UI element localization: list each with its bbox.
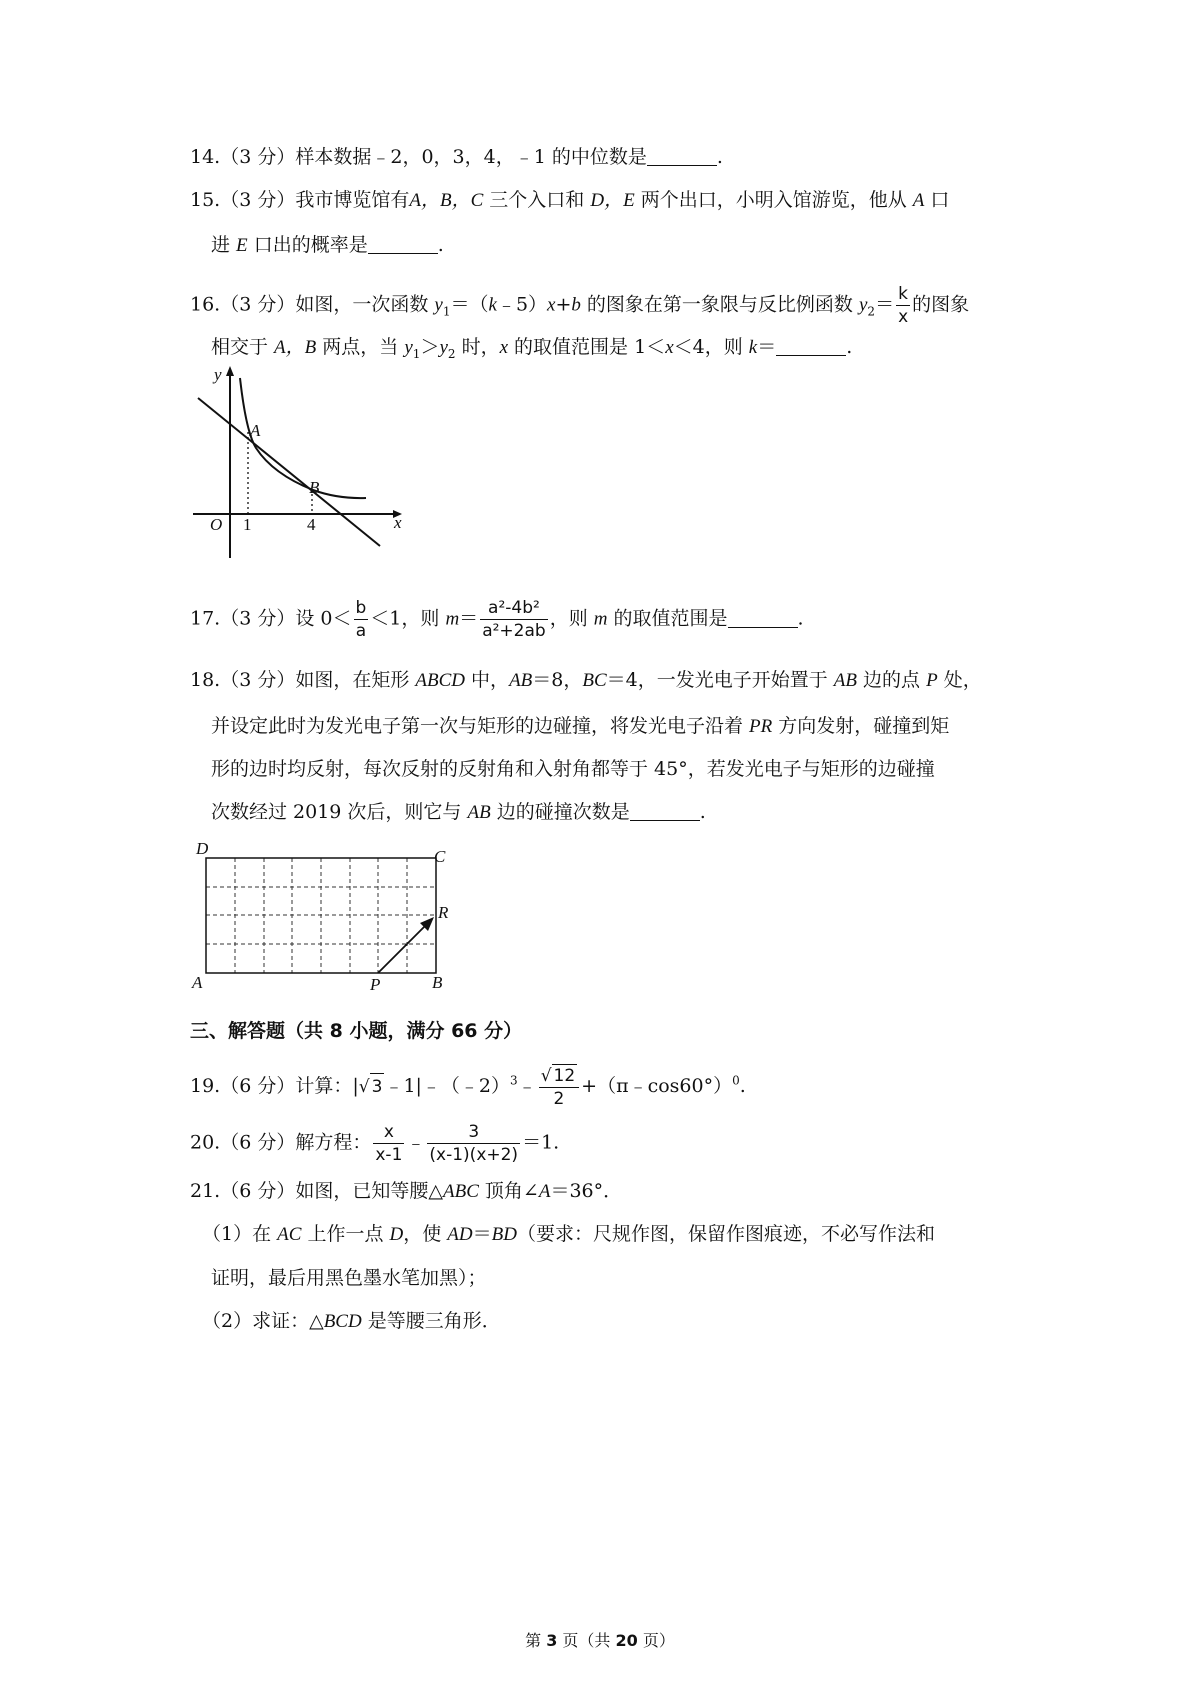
question-21-part1	[202, 1221, 1042, 1248]
text: 解方程：	[295, 1131, 372, 1154]
fraction-3	[427, 1121, 520, 1166]
numerator: x	[373, 1121, 404, 1144]
text: ＜1，则	[370, 607, 446, 630]
var: E	[236, 235, 248, 256]
radicand: 12	[553, 1066, 576, 1086]
text: ，使	[403, 1223, 448, 1245]
question-20	[190, 1121, 1030, 1166]
text: 页（共	[557, 1631, 616, 1650]
question-number: 21.（6 分）	[190, 1180, 296, 1202]
text: 的图象在第一象限与反比例函数	[580, 293, 859, 316]
var: ABC	[442, 1181, 479, 1202]
dashed-grid	[206, 858, 436, 973]
text: 并设定此时为发光电子第一次与矩形的边碰撞，将发光电子沿着	[211, 715, 750, 737]
var: ABCD	[415, 670, 466, 691]
question-number: 17.（3 分）	[190, 607, 296, 630]
var: y	[439, 337, 448, 358]
fraction-x-over-x-1	[373, 1121, 404, 1166]
denominator: (x-1)(x+2)	[429, 1145, 519, 1165]
var: BC	[582, 670, 607, 691]
label-d: D	[196, 839, 209, 858]
label-b: B	[432, 973, 443, 992]
var: P	[926, 670, 938, 691]
period: .	[797, 607, 804, 630]
text: 处，	[937, 669, 982, 691]
var: PR	[749, 716, 773, 737]
text: 上作一点	[301, 1223, 390, 1245]
answer-blank	[776, 337, 846, 356]
text: 边的点	[857, 669, 927, 691]
var: D	[389, 1224, 404, 1245]
text: ﹣1|﹣（﹣2）	[384, 1075, 511, 1097]
text: 如图，已知等腰△	[295, 1180, 443, 1202]
numerator: b	[355, 598, 367, 618]
text: +	[555, 293, 572, 316]
text: 时，	[455, 336, 500, 358]
label-point-b: B	[309, 478, 320, 497]
text: 两个出口，小明入馆游览，他从	[634, 189, 913, 211]
label-x: x	[394, 513, 402, 532]
answer-blank	[647, 147, 717, 166]
question-17	[190, 597, 1030, 642]
question-16	[190, 283, 1030, 328]
text: 口	[924, 189, 950, 211]
question-21-part1-line2: 证明，最后用黑色墨水笔加黑）；	[211, 1267, 487, 1289]
page-footer	[0, 1628, 1200, 1651]
answer-blank	[728, 609, 798, 628]
var: A，B，C	[409, 190, 484, 211]
text: 边的碰撞次数是	[490, 801, 630, 823]
text: 中，	[465, 669, 510, 691]
denominator: a²+2ab	[482, 621, 546, 641]
period: .	[739, 1075, 746, 1097]
fraction-k-over-x	[896, 283, 910, 328]
text: 是等腰三角形．	[361, 1310, 501, 1332]
question-19	[190, 1064, 1030, 1110]
answer-blank	[368, 235, 438, 254]
text: 方向发射，碰撞到矩	[772, 715, 950, 737]
denominator: x	[898, 307, 909, 327]
question-text: 样本数据﹣2，0，3，4，﹣1 的中位数是	[295, 146, 647, 168]
question-18-line4	[211, 799, 706, 826]
question-15-line2	[211, 232, 444, 259]
numerator: k	[896, 283, 910, 306]
var: A	[912, 190, 925, 211]
answer-blank	[630, 802, 700, 821]
text: （2）求证：△	[202, 1310, 324, 1332]
var: b	[571, 294, 581, 316]
fraction-b-over-a	[354, 597, 369, 642]
text: 的图象	[912, 293, 970, 316]
text: 设 0＜	[295, 607, 352, 630]
numerator: a²-4b²	[480, 597, 548, 620]
label-y: y	[214, 365, 222, 384]
period: .	[846, 336, 853, 358]
text: ＝	[472, 1223, 492, 1245]
period: .	[716, 146, 723, 168]
question-18-line3: 形的边时均反射，每次反射的反射角和入射角都等于 45°，若发光电子与矩形的边碰撞	[211, 758, 935, 780]
label-origin: O	[210, 515, 223, 534]
denominator: 2	[553, 1089, 565, 1109]
question-14	[190, 144, 1030, 170]
var: m	[593, 608, 608, 630]
tick-4: 4	[307, 515, 316, 534]
text: ﹣	[517, 1075, 537, 1097]
var: y	[858, 294, 868, 316]
label-a: A	[192, 973, 203, 992]
linear-function-line	[198, 398, 380, 546]
sqrt-3: √ 3	[359, 1077, 385, 1097]
radicand: 3	[370, 1073, 385, 1100]
var: AB	[833, 670, 858, 691]
text: 次数经过 2019 次后，则它与	[211, 801, 468, 823]
text: ﹣5）	[496, 293, 548, 316]
var: k	[748, 337, 758, 358]
text: ，则	[549, 607, 594, 630]
var: x	[547, 294, 556, 316]
page-number: 3	[546, 1631, 558, 1650]
var: BCD	[323, 1311, 362, 1332]
subscript: 2	[447, 346, 456, 361]
rectangle-grid-figure	[188, 838, 463, 998]
text: （要求：尺规作图，保留作图痕迹，不必写作法和	[516, 1223, 935, 1245]
text: 我市博览馆有	[295, 189, 410, 211]
var: BD	[491, 1224, 517, 1245]
y-axis-arrow-icon	[226, 366, 234, 376]
question-number: 18.（3 分）	[190, 669, 296, 691]
text: 相交于	[211, 336, 275, 358]
numerator: 3	[427, 1121, 520, 1144]
question-number: 20.（6 分）	[190, 1131, 296, 1154]
period: .	[699, 801, 706, 823]
question-number: 14.（3 分）	[190, 146, 296, 168]
text: 口出的概率是	[247, 234, 368, 256]
text: +（π﹣cos60°）	[581, 1075, 733, 1097]
var: AB	[509, 670, 533, 691]
subscript: 1	[412, 346, 421, 361]
var: AD	[447, 1224, 473, 1245]
text: ＜4，则	[673, 336, 749, 358]
label-r: R	[438, 903, 449, 922]
exponent: 3	[510, 1073, 518, 1088]
text: 的取值范围是 1＜	[508, 336, 666, 358]
var: A，B	[274, 337, 317, 358]
text: ＝8，	[532, 669, 583, 691]
question-15	[190, 187, 1030, 214]
question-21	[190, 1178, 1030, 1205]
tick-1: 1	[243, 515, 252, 534]
label-c: C	[434, 847, 446, 866]
text: 如图，在矩形	[295, 669, 416, 691]
question-21-part2	[202, 1308, 1042, 1335]
text: ＝	[459, 607, 479, 630]
text: （1）在	[202, 1223, 278, 1245]
text: ＞	[420, 336, 440, 358]
var: x	[665, 337, 674, 358]
period: .	[437, 234, 444, 256]
text: ＝（	[450, 293, 489, 316]
section-heading: 三、解答题（共 8 小题，满分 66 分）	[190, 1020, 523, 1042]
text: 第	[525, 1631, 547, 1650]
text: 计算：|	[295, 1075, 359, 1097]
text: ＝4，一发光电子开始置于	[606, 669, 834, 691]
text: ＝	[757, 336, 777, 358]
var: y	[434, 294, 443, 316]
text: 两点，当	[316, 336, 405, 358]
question-18	[190, 667, 1030, 694]
function-graph-figure	[188, 362, 413, 562]
question-18-line2	[211, 713, 949, 740]
total-pages: 20	[615, 1631, 638, 1650]
question-number: 19.（6 分）	[190, 1075, 296, 1097]
denominator: a	[355, 621, 367, 641]
var: m	[445, 608, 460, 630]
var: y	[404, 337, 413, 358]
text: ＝1.	[522, 1131, 560, 1154]
question-number: 16.（3 分）	[190, 293, 296, 316]
denominator: x-1	[375, 1145, 403, 1165]
text: 的取值范围是	[607, 607, 728, 630]
text: 进	[211, 234, 237, 256]
label-p: P	[370, 975, 381, 994]
var: k	[488, 294, 497, 316]
var: AC	[277, 1224, 302, 1245]
text: ﹣	[406, 1131, 426, 1154]
text: ＝36°．	[550, 1180, 623, 1202]
question-number: 15.（3 分）	[190, 189, 296, 211]
exponent: 0	[732, 1073, 740, 1088]
var: A	[538, 1181, 551, 1202]
text: 顶角∠	[478, 1180, 539, 1202]
text: ＝	[875, 293, 895, 316]
ray-pr	[378, 920, 431, 973]
subscript: 1	[442, 304, 451, 319]
fraction-sqrt12-over-2	[539, 1064, 579, 1110]
subscript: 2	[867, 304, 876, 319]
var: AB	[467, 802, 491, 823]
numerator: √ 12	[539, 1064, 579, 1088]
fraction-m	[480, 597, 548, 642]
text: 三个入口和	[483, 189, 591, 211]
var: D，E	[590, 190, 635, 211]
label-point-a: A	[250, 421, 261, 440]
text: 如图，一次函数	[295, 293, 435, 316]
var: x	[499, 337, 509, 358]
text: 页）	[637, 1631, 675, 1650]
